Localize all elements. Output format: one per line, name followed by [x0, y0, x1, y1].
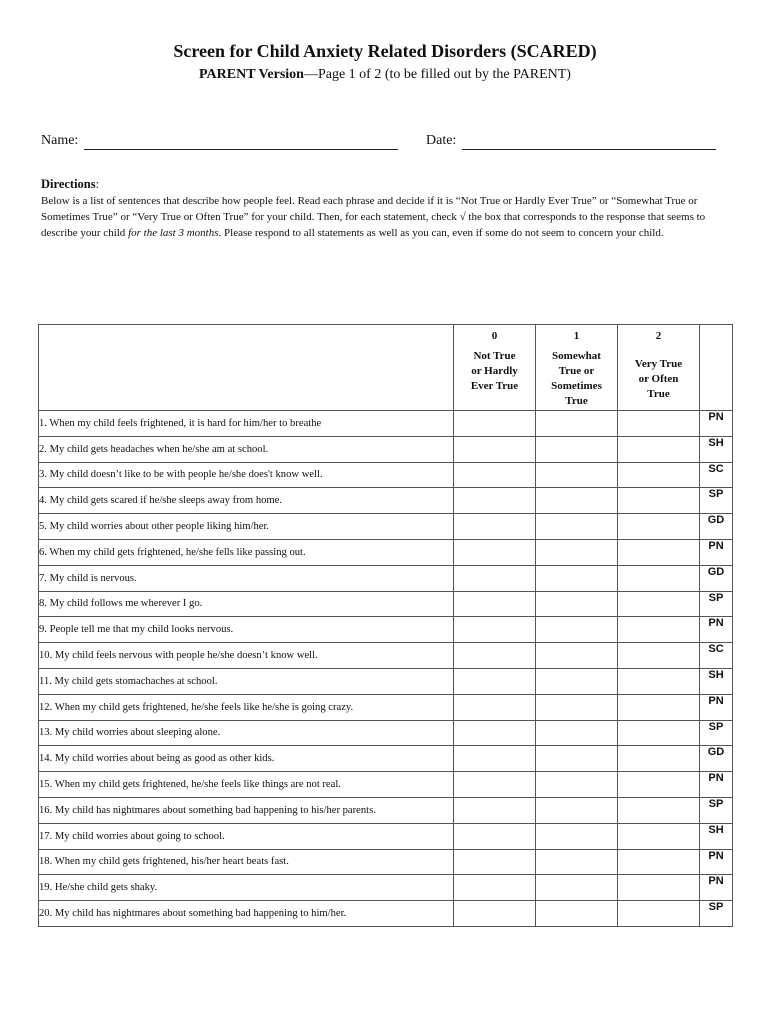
table-row [39, 849, 733, 875]
question-text: 3. My child doesn’t like to be with people he/she does't know well. [39, 462, 454, 488]
scoring-code: SP [700, 901, 733, 927]
answer-checkbox-0[interactable] [454, 875, 536, 901]
answer-checkbox-2[interactable] [618, 643, 700, 669]
question-text: 4. My child gets scared if he/she sleeps away from home. [39, 488, 454, 514]
scoring-code: PN [700, 411, 733, 437]
option-header-0: 0 Not True or Hardly Ever True [454, 325, 536, 411]
table-row [39, 694, 733, 720]
question-text: 6. When my child gets frightened, he/she fells like passing out. [39, 539, 454, 565]
scoring-code: SH [700, 436, 733, 462]
table-row [39, 901, 733, 927]
table-row [39, 668, 733, 694]
answer-checkbox-0[interactable] [454, 462, 536, 488]
answer-checkbox-1[interactable] [536, 462, 618, 488]
scoring-code: PN [700, 772, 733, 798]
table-row [39, 591, 733, 617]
scoring-code: PN [700, 849, 733, 875]
answer-checkbox-1[interactable] [536, 617, 618, 643]
answer-checkbox-2[interactable] [618, 617, 700, 643]
answer-checkbox-0[interactable] [454, 694, 536, 720]
question-text: 12. When my child gets frightened, he/she feels like he/she is going crazy. [39, 694, 454, 720]
document-subtitle [0, 66, 770, 84]
question-text: 7. My child is nervous. [39, 565, 454, 591]
option-header-1: 1 Somewhat True or Sometimes True [536, 325, 618, 411]
scoring-code: SP [700, 720, 733, 746]
answer-checkbox-1[interactable] [536, 514, 618, 540]
answer-checkbox-1[interactable] [536, 694, 618, 720]
version-label: PARENT Version [199, 67, 304, 82]
question-text: 8. My child follows me wherever I go. [39, 591, 454, 617]
question-text: 18. When my child gets frightened, his/her heart beats fast. [39, 849, 454, 875]
scoring-code: SH [700, 668, 733, 694]
answer-checkbox-2[interactable] [618, 539, 700, 565]
answer-checkbox-0[interactable] [454, 797, 536, 823]
table-row [39, 746, 733, 772]
answer-checkbox-0[interactable] [454, 436, 536, 462]
answer-checkbox-1[interactable] [536, 823, 618, 849]
question-text: 20. My child has nightmares about something bad happening to him/her. [39, 901, 454, 927]
answer-checkbox-1[interactable] [536, 488, 618, 514]
answer-checkbox-2[interactable] [618, 462, 700, 488]
answer-checkbox-1[interactable] [536, 772, 618, 798]
answer-checkbox-1[interactable] [536, 436, 618, 462]
answer-checkbox-0[interactable] [454, 411, 536, 437]
answer-checkbox-2[interactable] [618, 823, 700, 849]
directions-text: Below is a list of sentences that describe how people feel. Read each phrase and decide if it is “Not True or Hardly Ever True” or “Somewhat True or Sometimes True” or “Very True or Often True” for your child. Then, for each statement, check √ the box that corresponds to the response that seems to describe your child for the last 3 months. Please respond to all statements as well as you can, even if some do not seem to concern your child. [41, 195, 706, 239]
answer-checkbox-2[interactable] [618, 514, 700, 540]
scoring-code: SC [700, 462, 733, 488]
answer-checkbox-2[interactable] [618, 849, 700, 875]
scoring-code: PN [700, 875, 733, 901]
answer-checkbox-0[interactable] [454, 668, 536, 694]
answer-checkbox-2[interactable] [618, 411, 700, 437]
scoring-code: GD [700, 746, 733, 772]
table-row [39, 823, 733, 849]
answer-checkbox-0[interactable] [454, 720, 536, 746]
table-row [39, 462, 733, 488]
answer-checkbox-2[interactable] [618, 668, 700, 694]
scoring-code: SP [700, 488, 733, 514]
question-text: 9. People tell me that my child looks nervous. [39, 617, 454, 643]
scoring-code: PN [700, 617, 733, 643]
answer-checkbox-2[interactable] [618, 591, 700, 617]
question-text: 14. My child worries about being as good as other kids. [39, 746, 454, 772]
answer-checkbox-2[interactable] [618, 901, 700, 927]
answer-checkbox-2[interactable] [618, 694, 700, 720]
answer-checkbox-0[interactable] [454, 565, 536, 591]
question-text: 5. My child worries about other people liking him/her. [39, 514, 454, 540]
question-text: 11. My child gets stomachaches at school. [39, 668, 454, 694]
answer-checkbox-0[interactable] [454, 539, 536, 565]
table-row [39, 436, 733, 462]
table-row [39, 565, 733, 591]
answer-checkbox-1[interactable] [536, 901, 618, 927]
answer-checkbox-1[interactable] [536, 720, 618, 746]
questionnaire-table [38, 324, 733, 927]
table-row [39, 643, 733, 669]
question-text: 19. He/she child gets shaky. [39, 875, 454, 901]
scoring-code: GD [700, 514, 733, 540]
scoring-code: SP [700, 591, 733, 617]
answer-checkbox-1[interactable] [536, 849, 618, 875]
directions-heading: Directions [41, 177, 96, 191]
page-info: —Page 1 of 2 (to be filled out by the PARENT) [303, 67, 571, 82]
question-text: 10. My child feels nervous with people he/she doesn’t know well. [39, 643, 454, 669]
answer-checkbox-1[interactable] [536, 797, 618, 823]
date-input-line[interactable] [462, 135, 716, 150]
question-column-header [39, 325, 454, 411]
scoring-code: GD [700, 565, 733, 591]
table-row [39, 488, 733, 514]
table-row [39, 797, 733, 823]
question-text: 16. My child has nightmares about something bad happening to his/her parents. [39, 797, 454, 823]
table-row [39, 411, 733, 437]
answer-checkbox-0[interactable] [454, 643, 536, 669]
scoring-code: PN [700, 539, 733, 565]
answer-checkbox-1[interactable] [536, 668, 618, 694]
table-row [39, 720, 733, 746]
name-label: Name: [41, 133, 79, 148]
answer-checkbox-2[interactable] [618, 436, 700, 462]
date-label: Date: [426, 133, 457, 148]
name-field[interactable] [41, 132, 398, 150]
table-row [39, 617, 733, 643]
question-text: 1. When my child feels frightened, it is hard for him/her to breathe [39, 411, 454, 437]
answer-checkbox-1[interactable] [536, 591, 618, 617]
table-row [39, 514, 733, 540]
answer-checkbox-1[interactable] [536, 565, 618, 591]
answer-checkbox-2[interactable] [618, 797, 700, 823]
table-row [39, 772, 733, 798]
answer-checkbox-0[interactable] [454, 823, 536, 849]
answer-checkbox-0[interactable] [454, 514, 536, 540]
question-text: 15. When my child gets frightened, he/she feels like things are not real. [39, 772, 454, 798]
answer-checkbox-2[interactable] [618, 875, 700, 901]
scoring-code: PN [700, 694, 733, 720]
document-title: Screen for Child Anxiety Related Disorders (SCARED) [173, 41, 597, 61]
answer-checkbox-0[interactable] [454, 746, 536, 772]
answer-checkbox-0[interactable] [454, 772, 536, 798]
question-text: 13. My child worries about sleeping alone. [39, 720, 454, 746]
name-input-line[interactable] [84, 135, 398, 150]
table-header-row [39, 325, 733, 411]
table-row [39, 539, 733, 565]
answer-checkbox-2[interactable] [618, 488, 700, 514]
table-row [39, 875, 733, 901]
answer-checkbox-2[interactable] [618, 565, 700, 591]
answer-checkbox-2[interactable] [618, 772, 700, 798]
answer-checkbox-1[interactable] [536, 411, 618, 437]
scoring-code: SC [700, 643, 733, 669]
answer-checkbox-0[interactable] [454, 849, 536, 875]
question-text: 2. My child gets headaches when he/she am at school. [39, 436, 454, 462]
answer-checkbox-0[interactable] [454, 591, 536, 617]
answer-checkbox-0[interactable] [454, 488, 536, 514]
answer-checkbox-2[interactable] [618, 720, 700, 746]
question-text: 17. My child worries about going to school. [39, 823, 454, 849]
answer-checkbox-0[interactable] [454, 901, 536, 927]
code-column-header [700, 325, 733, 411]
answer-checkbox-1[interactable] [536, 875, 618, 901]
answer-checkbox-0[interactable] [454, 617, 536, 643]
answer-checkbox-2[interactable] [618, 746, 700, 772]
answer-checkbox-1[interactable] [536, 746, 618, 772]
date-field[interactable] [426, 132, 716, 150]
directions-block: Directions: Below is a list of sentences that describe how people feel. Read each phrase and decide if it is “Not True or Hardly Ever True” or “Somewhat True or Sometimes True” or “Very True or Often True” for your child. Then, for each statement, check √ the box that corresponds to the response that seems to describe your child for the last 3 months. Please respond to all statements as well as you can, even if some do not seem to concern your child. [41, 176, 731, 241]
answer-checkbox-1[interactable] [536, 539, 618, 565]
scoring-code: SH [700, 823, 733, 849]
option-header-2: 2 Very True or Often True [618, 325, 700, 411]
answer-checkbox-1[interactable] [536, 643, 618, 669]
scoring-code: SP [700, 797, 733, 823]
